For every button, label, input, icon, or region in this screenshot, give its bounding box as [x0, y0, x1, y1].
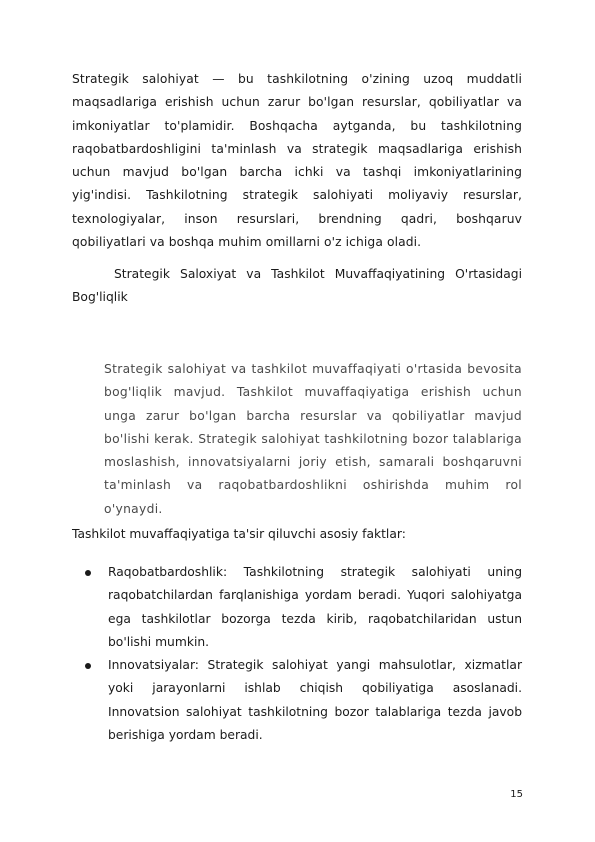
indented-paragraph: Strategik salohiyat va tashkilot muvaffaqiyati o'rtasida bevosita bog'liqlik mavjud. Tashkilot muvaffaqiyatiga erishish uchun unga zarur bo'lgan barcha resurslar va qobiliyatlar mavjud bo'lishi kerak. Strategik salohiyat tashkilotning bozor talablariga moslashish, innovatsiyalarni joriy etish, samarali boshqaruvni ta'minlash va raqobatbardoshlikni oshirishda muhim rol o'ynaydi.	[104, 362, 522, 516]
page-number: 15	[510, 789, 523, 800]
list-item-text: Raqobatbardoshlik: Tashkilotning strategik salohiyati uning raqobatchilardan farqlanishiga yordam beradi. Yuqori salohiyatga ega tashkilotlar bozorga tezda kirib, raqobatchilaridan ustun bo'lishi mumkin.	[108, 565, 522, 649]
list-lead-text: Tashkilot muvaffaqiyatiga ta'sir qiluvchi asosiy faktlar:	[72, 527, 406, 541]
section-heading: Strategik Saloxiyat va Tashkilot Muvaffaqiyatining O'rtasidagi Bog'liqlik	[72, 267, 522, 305]
list-item	[72, 654, 522, 747]
list-item-text: Innovatsiyalar: Strategik salohiyat yangi mahsulotlar, xizmatlar yoki jarayonlarni ishlab chiqish qobiliyatiga asoslanadi. Innovatsion salohiyat tashkilotning bozor talablariga tezda javob berishiga yordam beradi.	[108, 658, 522, 743]
list-item	[72, 561, 522, 654]
intro-paragraph: Strategik salohiyat — bu tashkilotning o'zining uzoq muddatli maqsadlariga erishish uchun zarur bo'lgan resurslar, qobiliyatlar va imkoniyatlar to'plamidir. Boshqacha aytganda, bu tashkilotning raqobatbardoshligini ta'minlash va strategik maqsadlariga erishish uchun mavjud bo'lgan barcha ichki va tashqi imkoniyatlarining yig'indisi. Tashkilotning strategik salohiyati moliyaviy resurslar, texnologiyalar, inson resurslari, brendning qadri, boshqaruv qobiliyatlari va boshqa muhim omillarni o'z ichiga oladi.	[72, 72, 522, 250]
bullet-icon	[85, 663, 91, 669]
bullet-icon	[85, 570, 91, 576]
factors-list	[72, 561, 522, 747]
